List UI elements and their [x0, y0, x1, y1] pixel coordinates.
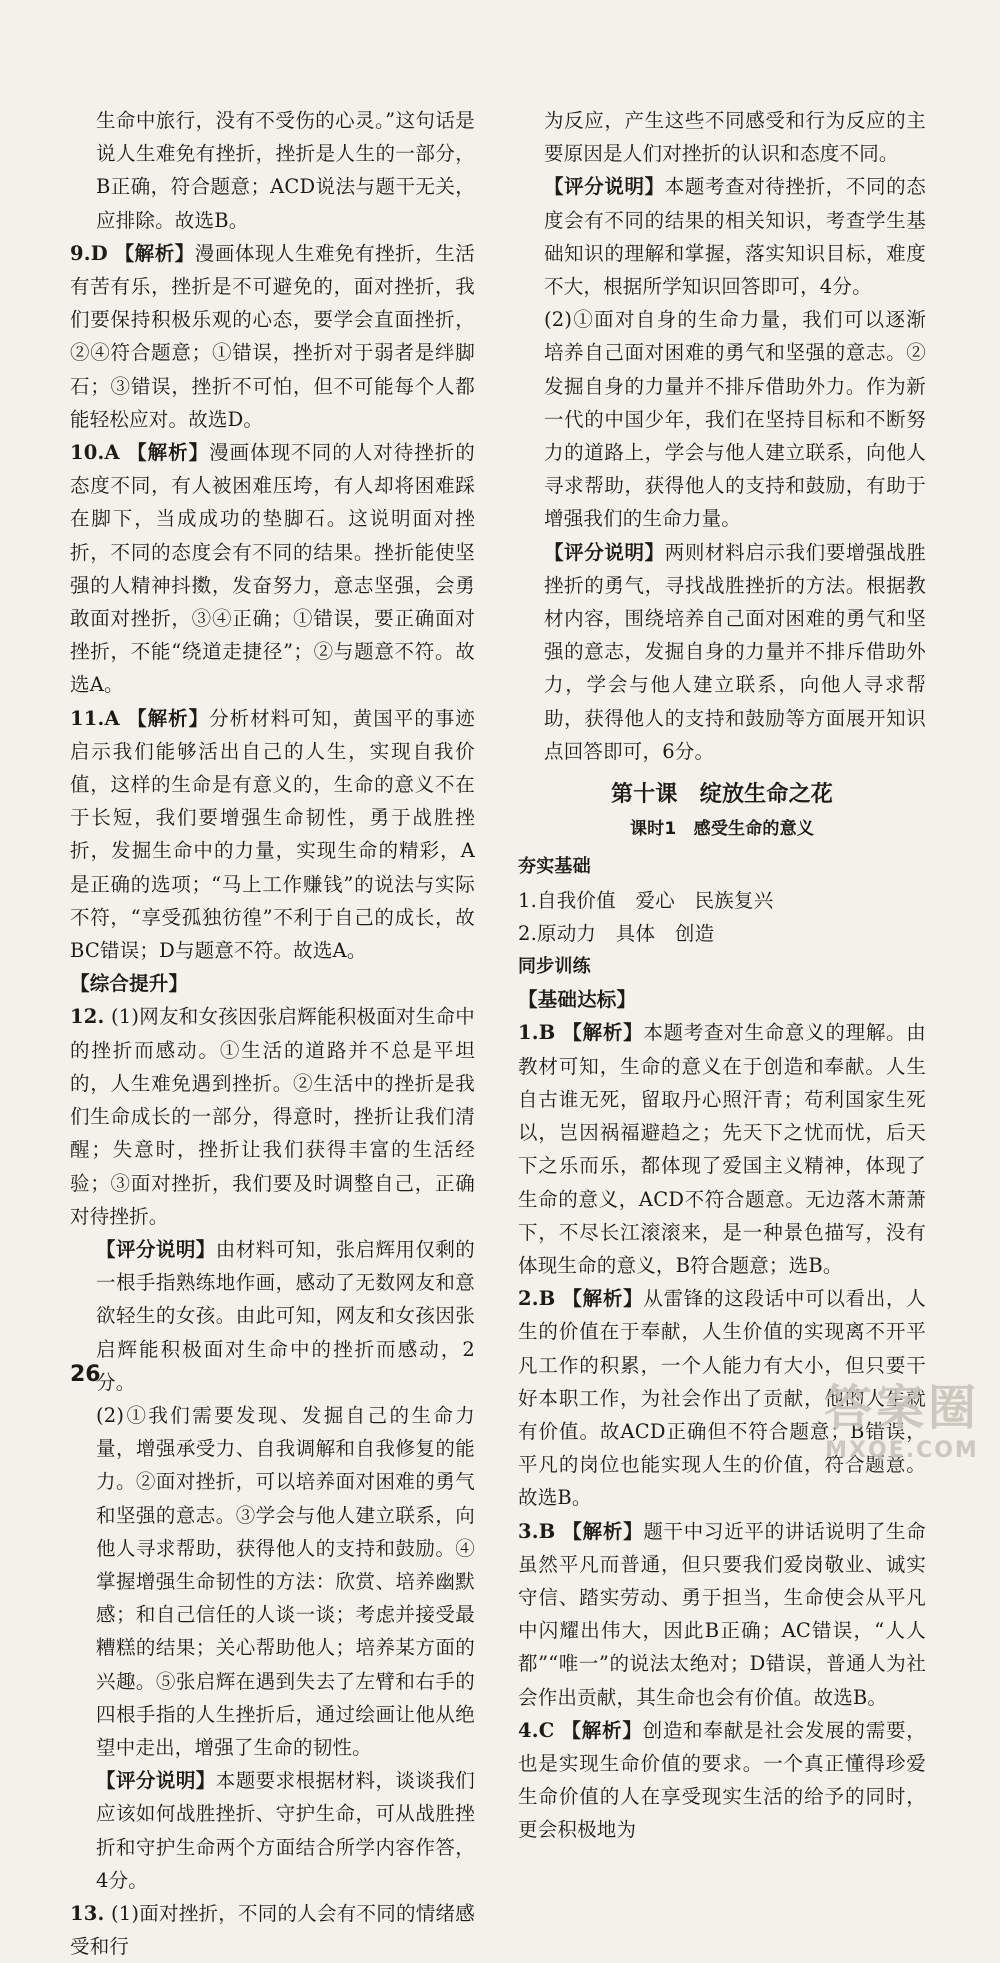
paragraph-text: 本题考查对生命意义的理解。由教材可知，生命的意义在于创造和奉献。人生自古谁无死，留取丹心照汗青；苟利国家生死以，岂因祸福避趋之；先天下之忧而忧，后天下之乐而乐，都体现了爱国主义精神，体现了生命的意义，ACD不符合题意。无边落木萧萧下，不尽长江滚滚来，是一种景色描写，没有体现生命的意义，B符合题意；选B。: [518, 1021, 926, 1277]
analysis-tag: 【解析】: [561, 1718, 643, 1742]
answer-line-2: 2.原动力 具体 创造: [518, 921, 715, 945]
paragraph-text: 题干中习近平的讲话说明了生命虽然平凡而普通，但只要我们爱岗敬业、诚实守信、踏实劳动、勇于担当，生命使会从平凡中闪耀出伟大，因此B正确；AC错误，“人人都”“唯一”的说法太绝对；D错误，普通人为社会作出贡献，其生命也会有价值。故选B。: [518, 1519, 926, 1709]
paragraph: [518, 536, 926, 768]
analysis-tag: 【解析】: [562, 1519, 644, 1543]
paragraph: [70, 1764, 475, 1897]
paragraph: [70, 967, 475, 1000]
paragraph-text: 从雷锋的这段话中可以看出，人生的价值在于奉献，人生价值的实现离不开平凡工作的积累，一个人能力有大小，但只要干好本职工作，为社会作出了贡献，他的人生就有价值。故ACD正确但不符合题意；B错误，平凡的岗位也能实现人生的价值，符合题意。故选B。: [518, 1287, 926, 1510]
watermark-url: MXQE.COM: [825, 1438, 979, 1463]
paragraph: [518, 1016, 926, 1282]
paragraph: [518, 104, 926, 170]
paragraph: [70, 1897, 475, 1963]
left-column: [70, 104, 475, 1963]
analysis-tag: 【评分说明】: [544, 175, 665, 199]
analysis-tag: 【评分说明】: [544, 540, 665, 564]
section-practice: 同步训练: [518, 956, 591, 978]
question-number: 11.A: [70, 706, 120, 730]
question-number: 12.: [70, 1005, 105, 1029]
paragraph-text: (2)①面对自身的生命力量，我们可以逐渐培养自己面对困难的勇气和坚强的意志。②发掘自身的力量并不排斥借助外力。作为新一代的中国少年，我们在坚持目标和不断努力的道路上，学会与他人建立联系，向他人寻求帮助，获得他人的支持和鼓励，有助于增强我们的生命力量。: [544, 308, 926, 531]
analysis-tag: 【解析】: [114, 241, 195, 265]
question-number: 2.B: [518, 1287, 556, 1311]
paragraph-text: 创造和奉献是社会发展的需要，也是实现生命价值的要求。一个真正懂得珍爱生命价值的人在享受现实生活的给予的同时，更会积极地为: [518, 1718, 926, 1842]
analysis-tag: 【解析】: [562, 1287, 644, 1311]
right-column: [518, 104, 926, 1847]
question-number: 1.B: [518, 1021, 556, 1045]
analysis-tag: 【解析】: [562, 1021, 644, 1045]
answer-line-1: 1.自我价值 爱心 民族复兴: [518, 888, 774, 912]
paragraph-text: 本题要求根据材料，谈谈我们应该如何战胜挫折、守护生命，可从战胜挫折和守护生命两个方面结合所学内容作答，4分。: [96, 1769, 475, 1892]
paragraph: [70, 237, 475, 436]
paragraph-text: 漫画体现人生难免有挫折，生活有苦有乐，挫折是不可避免的，面对挫折，我们要保持积极乐观的心态，要学会直面挫折，②④符合题意；①错误，挫折对于弱者是绊脚石；③错误，挫折不可怕，但不可能每个人都能轻松应对。故选D。: [70, 241, 475, 431]
paragraph-text: (2)①我们需要发现、发掘自己的生命力量，增强承受力、自我调解和自我修复的能力。②面对挫折，可以培养面对困难的勇气和坚强的意志。③学会与他人建立联系，向他人寻求帮助，获得他人的支持和鼓励。④掌握增强生命韧性的方法：欣赏、培养幽默感；和自己信任的人谈一谈；考虑并接受最糟糕的结果；关心帮助他人；培养某方面的兴趣。⑤张启辉在遇到失去了左臂和右手的四根手指的人生挫折后，通过绘画让他从绝望中走出，增强了生命的韧性。: [96, 1403, 475, 1759]
paragraph: [70, 1233, 475, 1399]
paragraph: [70, 1000, 475, 1232]
paragraph: [518, 1515, 926, 1714]
paragraph-text: 两则材料启示我们要增强战胜挫折的勇气，寻找战胜挫折的方法。根据教材内容，围绕培养自己面对困难的勇气和坚强的意志，发掘自身的力量并不排斥借助外力，学会与他人建立联系，向他人寻求帮助，获得他人的支持和鼓励等方面展开知识点回答即可，6分。: [544, 540, 926, 763]
paragraph-text: 本题考查对待挫折，不同的态度会有不同的结果的相关知识，考查学生基础知识的理解和掌握，落实知识目标，难度不大，根据所学知识回答即可，4分。: [544, 175, 926, 299]
paragraph: [70, 1399, 475, 1764]
analysis-tag: 【评分说明】: [96, 1237, 216, 1261]
analysis-tag: 【评分说明】: [96, 1769, 216, 1793]
subsection-label: 【综合提升】: [70, 972, 189, 996]
paragraph-text: 分析材料可知，黄国平的事迹启示我们能够活出自己的人生，实现自我价值，这样的生命是有意义的，生命的意义不在于长短，我们要增强生命韧性，勇于战胜挫折，发掘生命中的力量，实现生命的精彩，A是正确的选项；“马上工作赚钱”的说法与实际不符，“享受孤独彷徨”不利于自己的成长，故BC错误；D与题意不符。故选A。: [70, 706, 475, 963]
paragraph: [518, 303, 926, 535]
paragraph-text: 漫画体现不同的人对待挫折的态度不同，有人被困难压垮，有人却将困难踩在脚下，当成成功的垫脚石。这说明面对挫折，不同的态度会有不同的结果。挫折能使坚强的人精神抖擞，发奋努力，意志坚强，会勇敢面对挫折，③④正确；①错误，要正确面对挫折，不能“绕道走捷径”；②与题意不符。故选A。: [70, 441, 475, 697]
page-number: 26: [70, 1362, 101, 1387]
lesson-subtitle: 课时1 感受生命的意义: [629, 819, 815, 840]
subsection-basic: 【基础达标】: [518, 988, 637, 1012]
paragraph: [70, 104, 475, 237]
paragraph: [518, 170, 926, 303]
paragraph: [518, 1714, 926, 1847]
question-number: 4.C: [518, 1718, 555, 1742]
question-number: 3.B: [518, 1519, 556, 1543]
paragraph-text: (1)面对挫折，不同的人会有不同的情绪感受和行: [70, 1901, 475, 1959]
analysis-tag: 【解析】: [127, 441, 210, 465]
paragraph-text: 生命中旅行，没有不受伤的心灵。”这句话是说人生难免有挫折，挫折是人生的一部分，B正确，符合题意；ACD说法与题干无关，应排除。故选B。: [96, 109, 475, 232]
question-number: 13.: [70, 1901, 105, 1925]
section-basics: 夯实基础: [518, 856, 591, 878]
paragraph: [70, 702, 475, 968]
paragraph-text: 为反应，产生这些不同感受和行为反应的主要原因是人们对挫折的认识和态度不同。: [544, 109, 926, 166]
analysis-tag: 【解析】: [127, 706, 210, 730]
paragraph: [70, 436, 475, 702]
question-number: 10.A: [70, 441, 120, 465]
question-number: 9.D: [70, 241, 108, 265]
paragraph-text: (1)网友和女孩因张启辉能积极面对生命中的挫折而感动。①生活的道路并不总是平坦的，人生难免遇到挫折。②生活中的挫折是我们生命成长的一部分，得意时，挫折让我们清醒；失意时，挫折让我们获得丰富的生活经验；③面对挫折，我们要及时调整自己，正确对待挫折。: [70, 1005, 475, 1228]
watermark-logo: [824, 1369, 980, 1463]
paragraph-text: 由材料可知，张启辉用仅剩的一根手指熟练地作画，感动了无数网友和意欲轻生的女孩。由此可知，网友和女孩因张启辉能积极面对生命中的挫折而感动，2分。: [96, 1237, 475, 1394]
lesson-title: 第十课 绽放生命之花: [610, 782, 833, 808]
watermark-text: 答案圈: [823, 1380, 980, 1436]
